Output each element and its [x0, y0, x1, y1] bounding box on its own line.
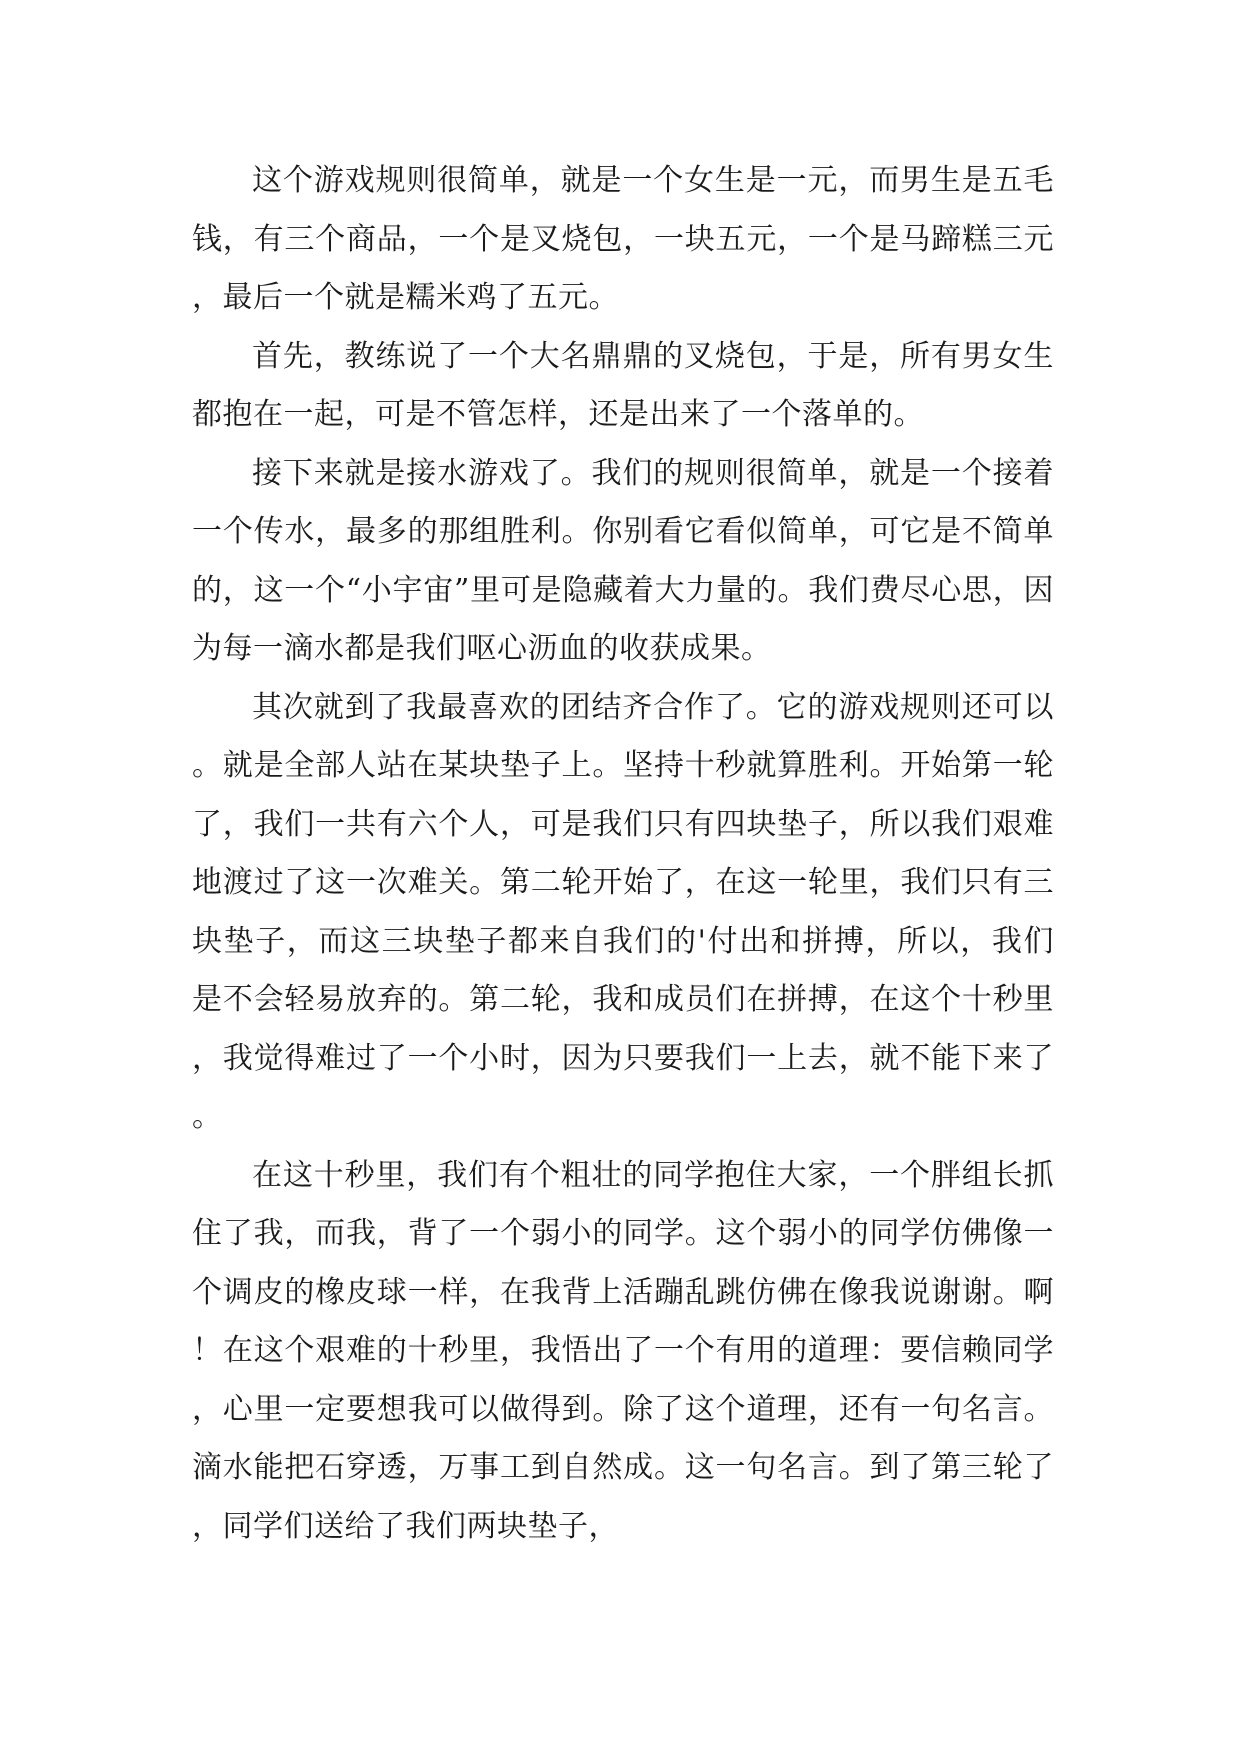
paragraph-5: 在这十秒里，我们有个粗壮的同学抱住大家，一个胖组长抓住了我，而我，背了一个弱小的同学。这个弱小的同学仿佛像一个调皮的橡皮球一样，在我背上活蹦乱跳仿佛在像我说谢谢。啊！在这个艰难的十秒里，我悟出了一个有用的道理：要信赖同学，心里一定要想我可以做得到。除了这个道理，还有一句名言。滴水能把石穿透，万事工到自然成。这一句名言。到了第三轮了，同学们送给了我们两块垫子，: [192, 1157, 1054, 1544]
paragraph-3: 接下来就是接水游戏了。我们的规则很简单，就是一个接着一个传水，最多的那组胜利。你别看它看似简单，可它是不简单的，这一个“小宇宙”里可是隐藏着大力量的。我们费尽心思，因为每一滴水都是我们呕心沥血的收获成果。: [192, 455, 1054, 666]
paragraph-4: 其次就到了我最喜欢的团结齐合作了。它的游戏规则还可以。就是全部人站在某块垫子上。坚持十秒就算胜利。开始第一轮了，我们一共有六个人，可是我们只有四块垫子，所以我们艰难地渡过了这一次难关。第二轮开始了，在这一轮里，我们只有三块垫子，而这三块垫子都来自我们的'付出和拼搏，所以，我们是不会轻易放弃的。第二轮，我和成员们在拼搏，在这个十秒里，我觉得难过了一个小时，因为只要我们一上去，就不能下来了。: [192, 689, 1054, 1134]
paragraph-2: 首先，教练说了一个大名鼎鼎的叉烧包，于是，所有男女生都抱在一起，可是不管怎样，还是出来了一个落单的。: [192, 338, 1054, 432]
document-body: [192, 152, 1054, 1556]
paragraph-1: 这个游戏规则很简单，就是一个女生是一元，而男生是五毛钱，有三个商品，一个是叉烧包，一块五元，一个是马蹄糕三元，最后一个就是糯米鸡了五元。: [192, 163, 1054, 315]
